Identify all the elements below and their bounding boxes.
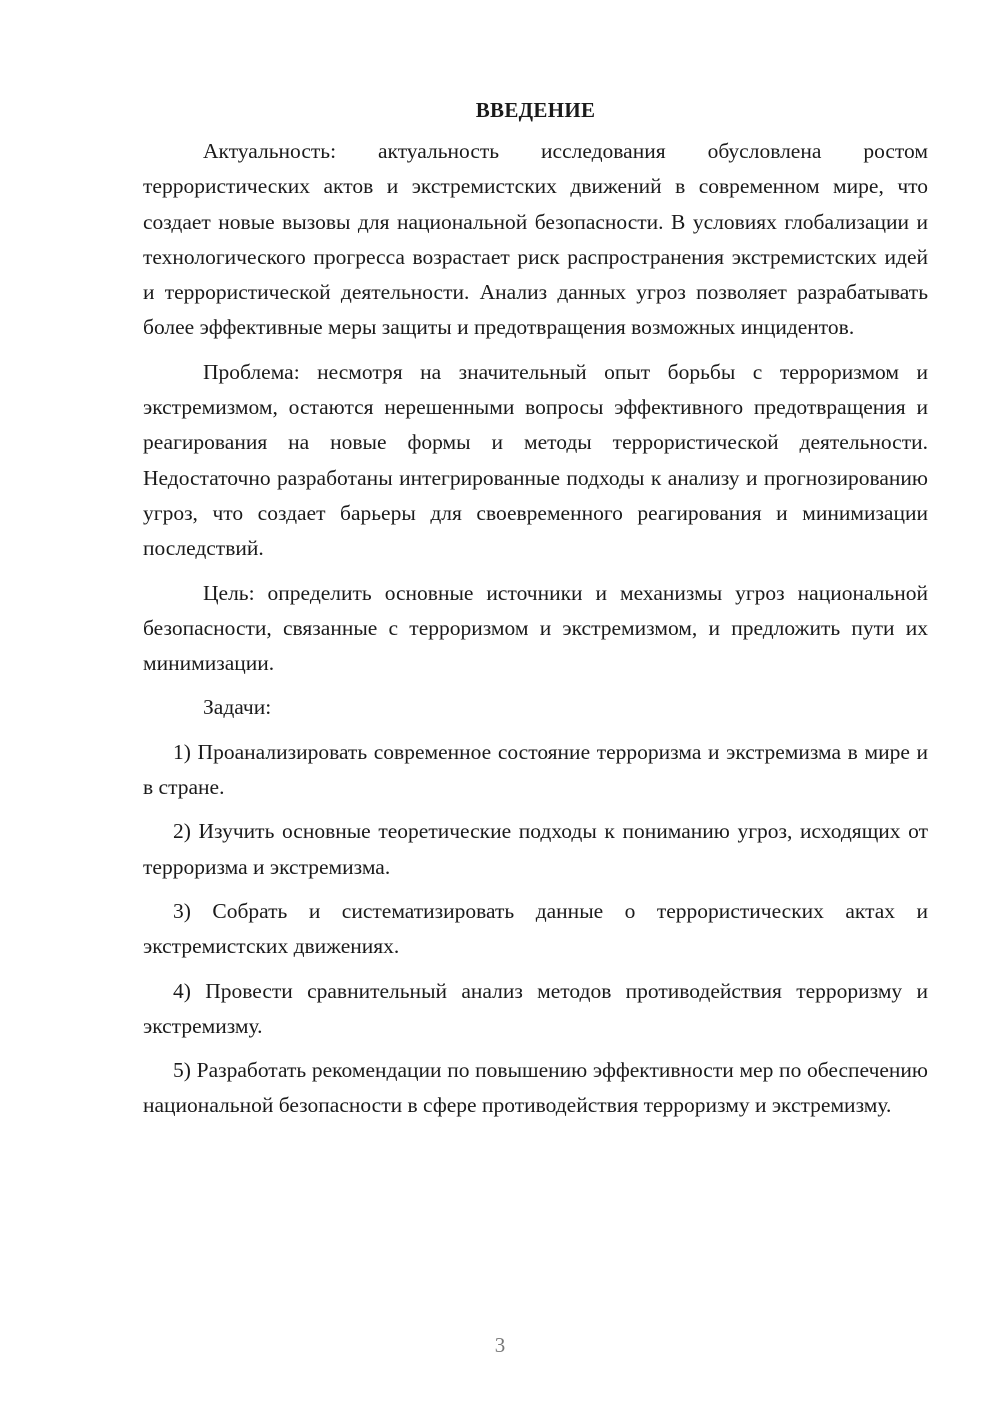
tasks-label: Задачи:	[203, 695, 272, 720]
section-heading: ВВЕДЕНИЕ	[475, 98, 596, 122]
task-item-1: 1) Проанализировать современное состояние терроризма и экстремизма в мире и в стране.	[143, 739, 928, 800]
page-number: 3	[494, 1333, 506, 1357]
paragraph-problem: Проблема: несмотря на значительный опыт борьбы с терроризмом и экстремизмом, остаются нерешенными вопросы эффективного предотвращения и реагирования на новые формы и методы террористической деятельности. Недостаточно разработаны интегрированные подходы к анализу и прогнозированию угроз, что создает барьеры для своевременного реагирования и минимизации последствий.	[143, 359, 928, 561]
paragraph-relevance: Актуальность: актуальность исследования обусловлена ростом террористических актов и экстремистских движений в современном мире, что создает новые вызовы для национальной безопасности. В условиях глобализации и технологического прогресса возрастает риск распространения экстремистских идей и террористической деятельности. Анализ данных угроз позволяет разрабатывать более эффективные меры защиты и предотвращения возможных инцидентов.	[143, 139, 928, 340]
paragraph-goal: Цель: определить основные источники и механизмы угроз национальной безопасности, связанные с терроризмом и экстремизмом, и предложить пути их минимизации.	[143, 580, 928, 676]
task-item-5: 5) Разработать рекомендации по повышению эффективности мер по обеспечению национальной безопасности в сфере противодействия терроризму и экстремизму.	[143, 1058, 928, 1118]
task-item-3: 3) Собрать и систематизировать данные о террористических актах и экстремистских движениях.	[143, 898, 928, 959]
task-item-2: 2) Изучить основные теоретические подходы к пониманию угроз, исходящих от терроризма и экстремизма.	[143, 819, 928, 879]
document-page	[143, 95, 928, 1133]
task-item-4: 4) Провести сравнительный анализ методов противодействия терроризму и экстремизму.	[143, 978, 928, 1038]
